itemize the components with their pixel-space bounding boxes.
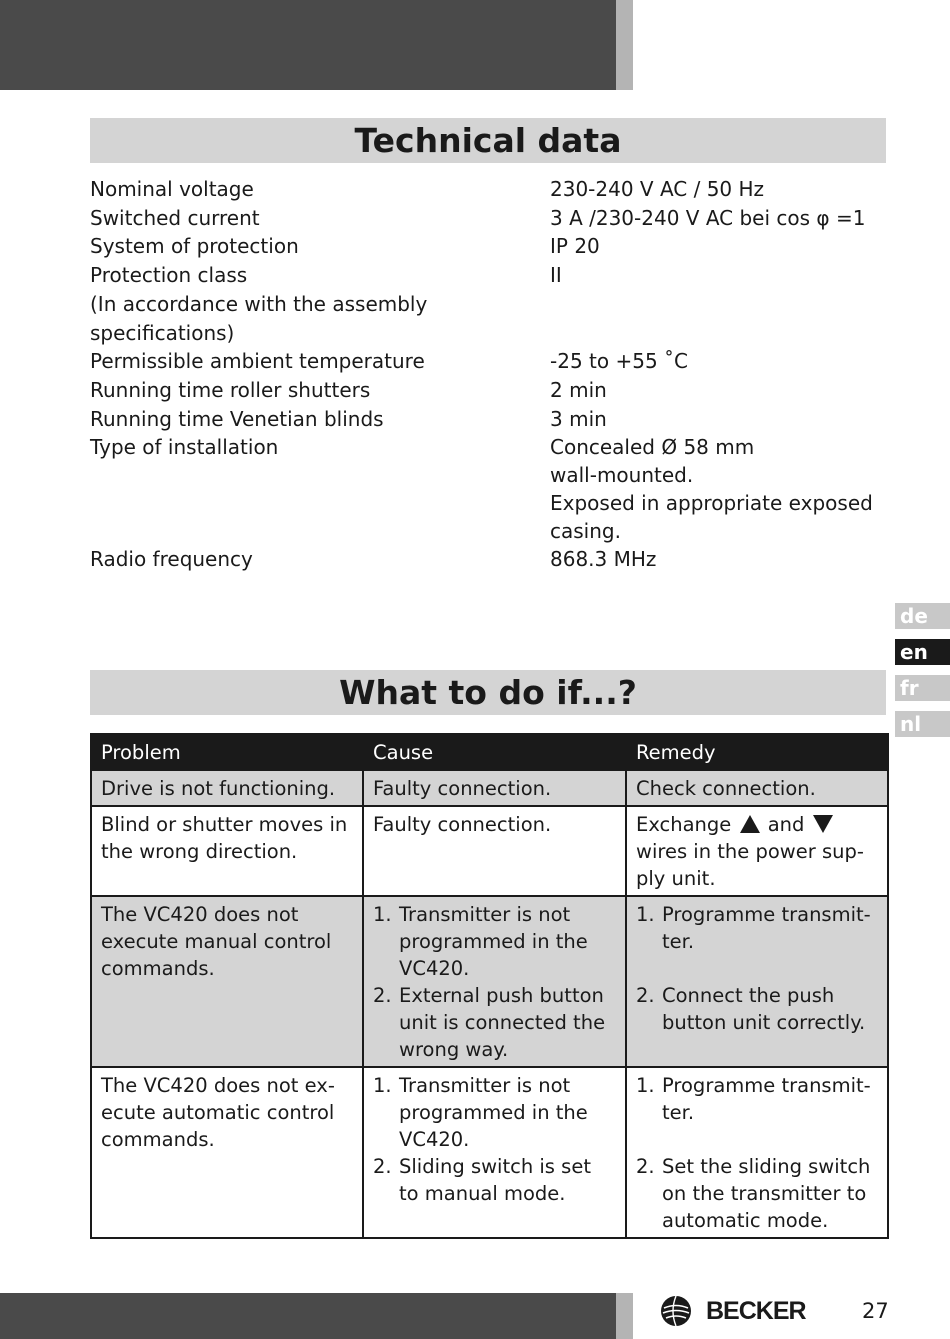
cause-cell: Faulty connection. — [363, 770, 626, 806]
bottom-footer-bar-edge — [616, 1293, 633, 1339]
triangle-up-icon — [740, 815, 760, 833]
spec-row — [90, 376, 890, 405]
table-row — [91, 806, 888, 896]
spec-label: Nominal voltage — [90, 177, 254, 201]
spec-label: System of protection — [90, 234, 299, 259]
table-row — [91, 770, 888, 806]
brand-name: BECKER — [706, 1296, 806, 1325]
problem-cell: Drive is not functioning. — [91, 770, 363, 806]
spec-row — [90, 347, 890, 376]
spec-value: 230-240 V AC / 50 Hz — [550, 177, 765, 201]
brand — [660, 1293, 806, 1329]
list-item: 1. Programme transmit- ter. — [636, 1074, 871, 1124]
spec-row — [90, 232, 890, 261]
spec-row — [90, 204, 890, 233]
spec-value: II — [550, 263, 562, 288]
problem-cell: Blind or shutter moves in the wrong direction. — [91, 806, 363, 896]
list-item: 1. Transmitter is not programmed in the VC420. — [373, 1074, 588, 1151]
spec-row — [90, 175, 890, 204]
language-tabs — [895, 603, 950, 747]
spec-label: Type of installation — [90, 435, 279, 460]
cause-cell — [363, 896, 626, 1067]
spec-value: 868.3 MHz — [550, 546, 657, 571]
spec-label: Protection class — [90, 263, 248, 288]
spec-value: IP 20 — [550, 234, 600, 259]
language-tab-fr[interactable]: fr — [895, 675, 950, 701]
top-header-bar-edge — [616, 0, 633, 90]
spec-label: Running time roller shutters — [90, 377, 371, 402]
spec-row — [90, 545, 890, 574]
remedy-cell: Check connection. — [626, 770, 888, 806]
table-header-row — [91, 734, 888, 770]
header-remedy: Remedy — [626, 734, 888, 770]
troubleshooting-title: What to do if...? — [90, 670, 886, 715]
becker-globe-logo-icon — [660, 1295, 692, 1327]
spec-row — [90, 290, 890, 347]
list-item: 2. Sliding switch is set to manual mode. — [373, 1155, 591, 1205]
spec-label: Running time Venetian blinds — [90, 406, 384, 431]
list-item: 2. Set the sliding switch on the transmitter to automatic mode. — [636, 1155, 871, 1232]
problem-cell: The VC420 does not ex- ecute automatic control commands. — [91, 1067, 363, 1238]
spec-row — [90, 433, 890, 544]
remedy-cell — [626, 896, 888, 1067]
troubleshooting-table — [90, 733, 889, 1239]
page-number: 27 — [862, 1299, 889, 1323]
spec-value: 3 A /230-240 V AC bei cos φ =1 — [550, 205, 866, 230]
list-item: 2. Connect the push button unit correctly. — [636, 984, 866, 1034]
list-item: 1. Transmitter is not programmed in the VC420. — [373, 903, 588, 980]
technical-data-list — [90, 175, 890, 573]
spec-label: (In accordance with the assembly specifications) — [90, 291, 428, 345]
spec-value: 2 min — [550, 377, 607, 402]
spec-value: -25 to +55 ˚C — [550, 349, 688, 374]
remedy-cell — [626, 1067, 888, 1238]
bottom-footer-bar — [0, 1293, 616, 1339]
cause-cell: Faulty connection. — [363, 806, 626, 896]
language-tab-nl[interactable]: nl — [895, 711, 950, 737]
language-tab-en[interactable]: en — [895, 639, 950, 665]
spec-value: Concealed Ø 58 mm wall-mounted. Exposed in appropriate exposed casing. — [550, 435, 873, 543]
language-tab-de[interactable]: de — [895, 603, 950, 629]
header-cause: Cause — [363, 734, 626, 770]
spec-value — [550, 290, 890, 347]
table-row — [91, 896, 888, 1067]
technical-data-title: Technical data — [90, 118, 886, 163]
spec-label: Switched current — [90, 205, 260, 230]
triangle-down-icon — [813, 815, 833, 833]
spec-value: 3 min — [550, 406, 607, 431]
remedy-cell: Exchange and wires in the power sup- ply unit. — [626, 806, 888, 896]
list-item: 2. External push button unit is connected the wrong way. — [373, 984, 606, 1061]
top-header-bar — [0, 0, 616, 90]
spec-row — [90, 261, 890, 290]
header-problem: Problem — [91, 734, 363, 770]
problem-cell: The VC420 does not execute manual control commands. — [91, 896, 363, 1067]
list-item: 1. Programme transmit- ter. — [636, 903, 871, 953]
spec-label: Permissible ambient temperature — [90, 349, 425, 374]
spec-row — [90, 405, 890, 434]
spec-label: Radio frequency — [90, 546, 253, 571]
table-row — [91, 1067, 888, 1238]
cause-cell — [363, 1067, 626, 1238]
